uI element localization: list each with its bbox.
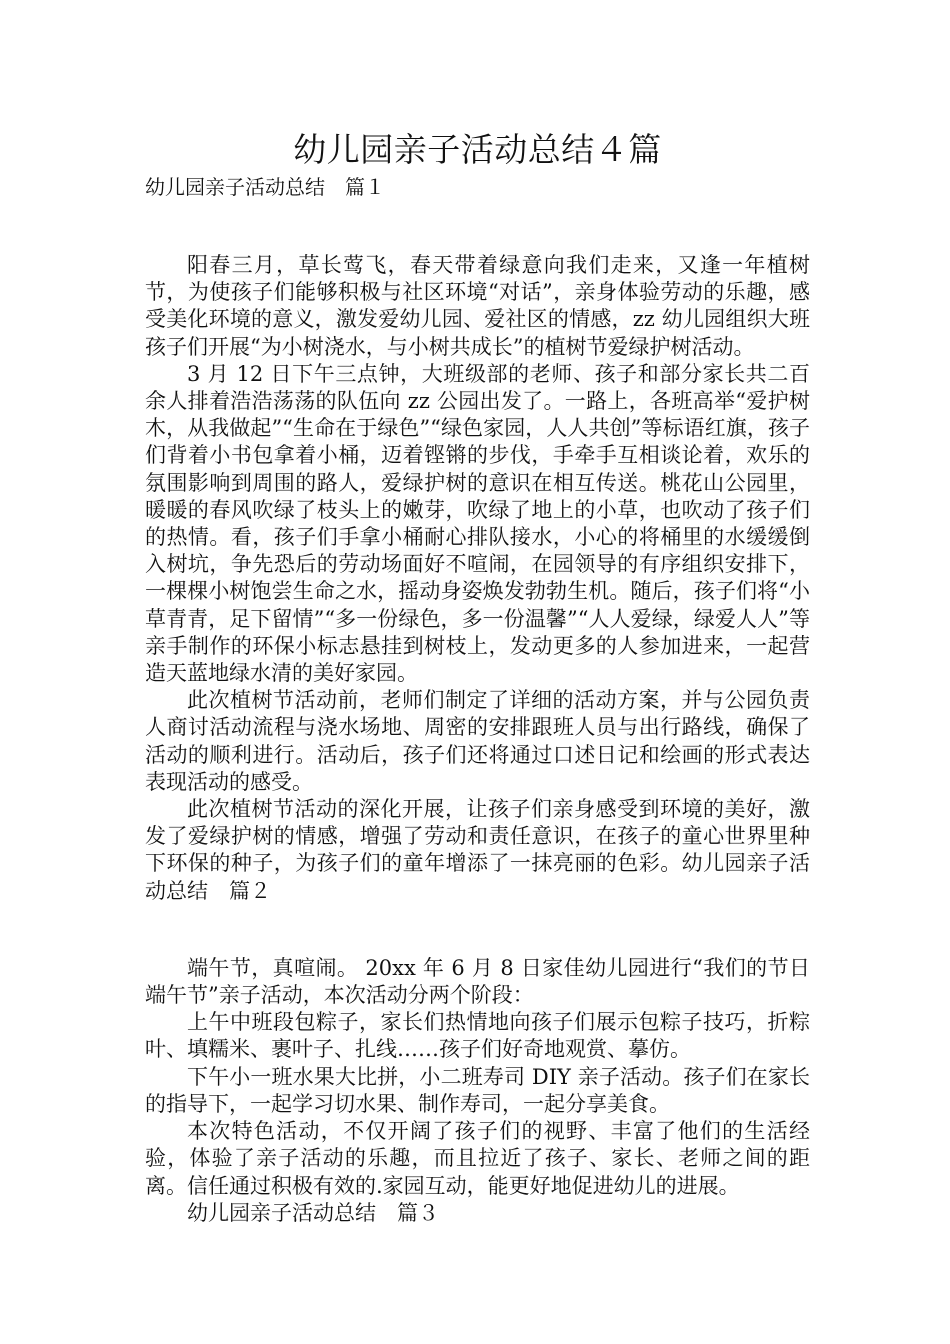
section-1-paragraph-4 bbox=[145, 796, 810, 905]
section-1-paragraph-1: 阳春三月，草长莺飞，春天带着绿意向我们走来，又逢一年植树节，为使孩子们能够积极与社区环境“对话”，亲身体验劳动的乐趣，感受美化环境的意义，激发爱幼儿园、爱社区的情感，zz 幼儿园组织大班孩子们开展“为小树浇水，与小树共成长”的植树节爱绿护树活动。 bbox=[145, 253, 810, 359]
section-2-paragraph-4: 本次特色活动，不仅开阔了孩子们的视野、丰富了他们的生活经验，体验了亲子活动的乐趣，而且拉近了孩子、家长、老师之间的距离。信任通过积极有效的.家园互动，能更好地促进幼儿的进展。 bbox=[145, 1119, 810, 1198]
spacer bbox=[145, 200, 810, 252]
section-2-paragraph-2: 上午中班段包粽子，家长们热情地向孩子们展示包粽子技巧，折粽叶、填糯米、裹叶子、扎线……孩子们好奇地观赏、摹仿。 bbox=[145, 1010, 810, 1062]
section-1-paragraph-2: 3 月 12 日下午三点钟，大班级部的老师、孩子和部分家长共二百余人排着浩浩荡荡的队伍向 zz 公园出发了。一路上，各班高举“爱护树木，从我做起”“生命在于绿色”“绿色家园，人人共创”等标语红旗，孩子们背着小书包拿着小桶，迈着铿锵的步伐，手牵手互相谈论着，欢乐的氛围影响到周围的路人，爱绿护树的意识在相互传送。桃花山公园里，暖暖的春风吹绿了枝头上的嫩芽，吹绿了地上的小草，也吹动了孩子们的热情。看，孩子们手拿小桶耐心排队接水，小心的将桶里的水缓缓倒入树坑，争先恐后的劳动场面好不喧闹，在园领导的有序组织安排下，一棵棵小树饱尝生命之水，摇动身姿焕发勃勃生机。随后，孩子们将“小草青青，足下留情”“多一份绿色，多一份温馨”“人人爱绿，绿爱人人”等亲手制作的环保小标志悬挂到树枝上，发动更多的人参加进来，一起营造天蓝地绿水清的美好家园。 bbox=[145, 361, 810, 686]
document-title: 幼儿园亲子活动总结４篇 bbox=[293, 130, 662, 169]
section-1-heading: 幼儿园亲子活动总结 篇１ bbox=[145, 175, 385, 199]
section-1-paragraph-4-text: 此次植树节活动的深化开展，让孩子们亲身感受到环境的美好，激发了爱绿护树的情感，增强了劳动和责任意识，在孩子的童心世界里种下环保的种子，为孩子们的童年增添了一抹亮丽的色彩。 bbox=[145, 797, 810, 876]
section-1-paragraph-3: 此次植树节活动前，老师们制定了详细的活动方案，并与公园负责人商讨活动流程与浇水场地、周密的安排跟班人员与出行路线，确保了活动的顺利进行。活动后，孩子们还将通过口述日记和绘画的形式表达表现活动的感受。 bbox=[145, 688, 810, 794]
section-2-heading: 幼儿园亲子活动总结 篇２ bbox=[145, 851, 811, 903]
section-2-paragraph-1: 端午节，真喧闹。 20xx 年 6 月 8 日家佳幼儿园进行“我们的节日端午节”亲子活动，本次活动分两个阶段： bbox=[145, 955, 810, 1008]
section-3-heading: 幼儿园亲子活动总结 篇３ bbox=[187, 1200, 439, 1225]
document-page bbox=[145, 128, 810, 1227]
section-2-paragraph-3: 下午小一班水果大比拼，小二班寿司 DIY 亲子活动。孩子们在家长的指导下，一起学习切水果、制作寿司，一起分享美食。 bbox=[145, 1064, 810, 1116]
